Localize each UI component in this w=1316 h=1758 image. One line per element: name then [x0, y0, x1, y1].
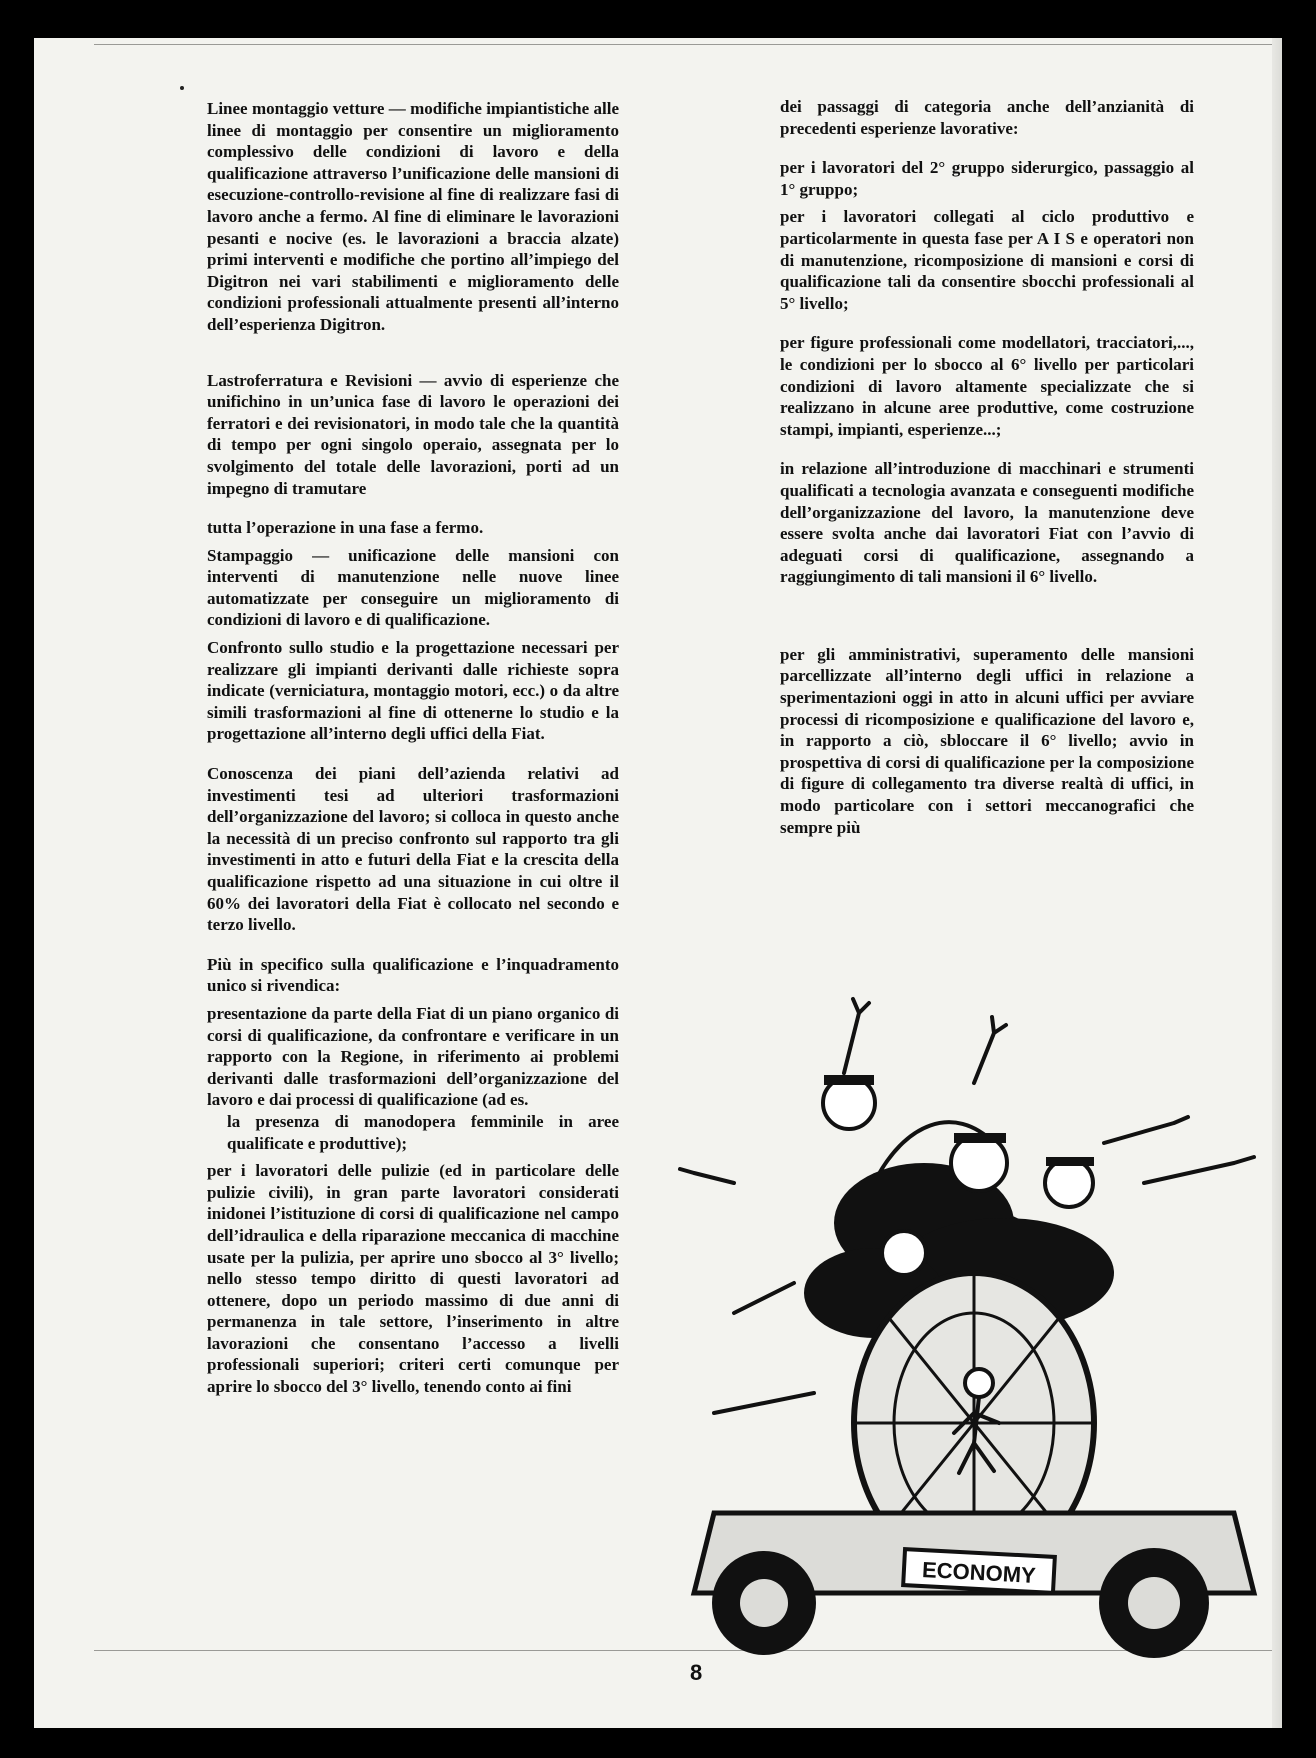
paragraph-manodopera: la presenza di manodopera femminile in aree qualificate e produttive);	[227, 1111, 619, 1153]
paragraph-siderurgico: per i lavoratori del 2° gruppo siderurgico, passaggio al 1° gruppo;	[780, 158, 1194, 199]
paragraph-continuation: tutta l’operazione in una fase a fermo.	[207, 518, 484, 538]
left-column	[207, 98, 619, 1398]
paragraph-piu-in-specifico: Più in specifico sulla qualificazione e l’inquadramento unico si rivendica:	[207, 954, 619, 996]
paragraph-macchinari: in relazione all’introduzione di macchinari e strumenti qualificati a tecnologia avanzata e conseguenti modifiche dell’organizzazione del lavoro, la manutenzione deve essere svolta anche dai lavoratori Fiat con l’avvio di adeguati corsi di qualificazione, assegnando a raggiungimento di tali mansioni il 6° livello.	[780, 459, 1194, 587]
paragraph-amministrativi: per gli amministrativi, superamento delle mansioni parcellizzate all’interno degli uffici in relazione a sperimentazioni oggi in atto in alcuni uffici per avviare processi di ricomposizione e qualificazione del lavoro e, in rapporto a ciò, sbloccare il 6° livello; avvio in prospettiva di corsi di qualificazione per la composizione di figure di collegamento tra diverse realtà di uffici, in modo particolare con i settori meccanografici che sempre più	[780, 644, 1194, 837]
top-rule	[94, 44, 1274, 45]
paragraph-lastroferratura: Lastroferratura e Revisioni — avvio di esperienze che unifichino in un’unica fase di lavoro le operazioni dei ferratori e dei revisionatori, in modo tale che la quantità di tempo per ogni singolo operaio, assegnata per lo svolgimento del totale delle lavorazioni, porti ad un impegno di tramutare	[207, 370, 619, 498]
paragraph-figure-professionali: per figure professionali come modellatori, tracciatori,..., le condizioni per lo sbocco al 6° livello per particolari condizioni di lavoro altamente specializzate che si realizzano in alcune aree produttive, come costruzione stampi, impianti, esperienze...;	[780, 333, 1194, 439]
document-page	[34, 38, 1282, 1728]
paragraph-confronto: Confronto sullo studio e la progettazione necessari per realizzare gli impianti derivanti dalle richieste sopra indicate (verniciatura, montaggio motori, ecc.) o da altre simili trasformazioni al fine di ottenerne lo studio e la progettazione all’interno degli uffici della Fiat.	[207, 638, 619, 744]
paragraph-passaggi: dei passaggi di categoria anche dell’anzianità di precedenti esperienze lavorative:	[780, 97, 1194, 138]
paragraph-conoscenza: Conoscenza dei piani dell’azienda relativi ad investimenti tesi ad ulteriori trasformazioni dell’organizzazione del lavoro; si colloca in questo anche la necessità di un preciso confronto sul rapporto tra gli investimenti in atto e futuri della Fiat e la crescita della qualificazione rispetto ad una situazione in cui oltre il 60% dei lavoratori della Fiat è collocato nel secondo e terzo livello.	[207, 764, 619, 935]
economy-cartoon-illustration	[674, 993, 1282, 1693]
paragraph-linee-montaggio: Linee montaggio vetture — modifiche impiantistiche alle linee di montaggio per consentire un miglioramento complessivo delle condizioni di lavoro e della qualificazione attraverso l’unificazione delle mansioni di esecuzione-controllo-revisione al fine di realizzare fasi di lavoro anche a fermo. Al fine di eliminare le lavorazioni pesanti e nocive (es. le lavorazioni a braccia alzate) primi interventi e modifiche che portino all’impiego del Digitron nei vari stabilimenti e miglioramento delle condizioni professionali attualmente presenti all’interno dell’esperienza Digitron.	[207, 99, 619, 334]
paragraph-stampaggio: Stampaggio — unificazione delle mansioni con interventi di manutenzione nelle nuove linee automatizzate per conseguire un miglioramento di condizioni di lavoro e di qualificazione.	[207, 545, 619, 630]
paragraph-presentazione: presentazione da parte della Fiat di un piano organico di corsi di qualificazione, da confrontare e verificare in un rapporto con la Regione, in riferimento ai problemi derivanti dalle trasformazioni dell’organizzazione del lavoro e dai processi di qualificazione (ad es.	[207, 1003, 619, 1110]
page-number: 8	[690, 1660, 703, 1685]
paragraph-pulizie: per i lavoratori delle pulizie (ed in particolare delle pulizie civili), in gran parte lavoratori considerati inidonei l’istituzione di corsi di qualificazione nel campo dell’idraulica e della riparazione meccanica di macchine usate per la pulizia, per aprire uno sbocco al 3° livello; nello stesso tempo diritto di questi lavoratori ad ottenere, dopo un periodo massimo di due anni di permanenza in tale settore, l’inserimento in altre lavorazioni che consentano l’accesso a livelli professionali superiori; criteri certi comunque per aprire lo sbocco del 3° livello, tenendo conto ai fini	[207, 1161, 619, 1397]
paragraph-ciclo-produttivo: per i lavoratori collegati al ciclo produttivo e particolarmente in questa fase per A I S e operatori non di manutenzione, ricomposizione di mansioni e corsi di qualificazione tali da consentire sbocchi professionali al 5° livello;	[780, 207, 1194, 313]
right-column	[780, 96, 1194, 838]
bullet-dot	[180, 86, 184, 90]
economy-plate-label: ECONOMY	[921, 1557, 1037, 1588]
